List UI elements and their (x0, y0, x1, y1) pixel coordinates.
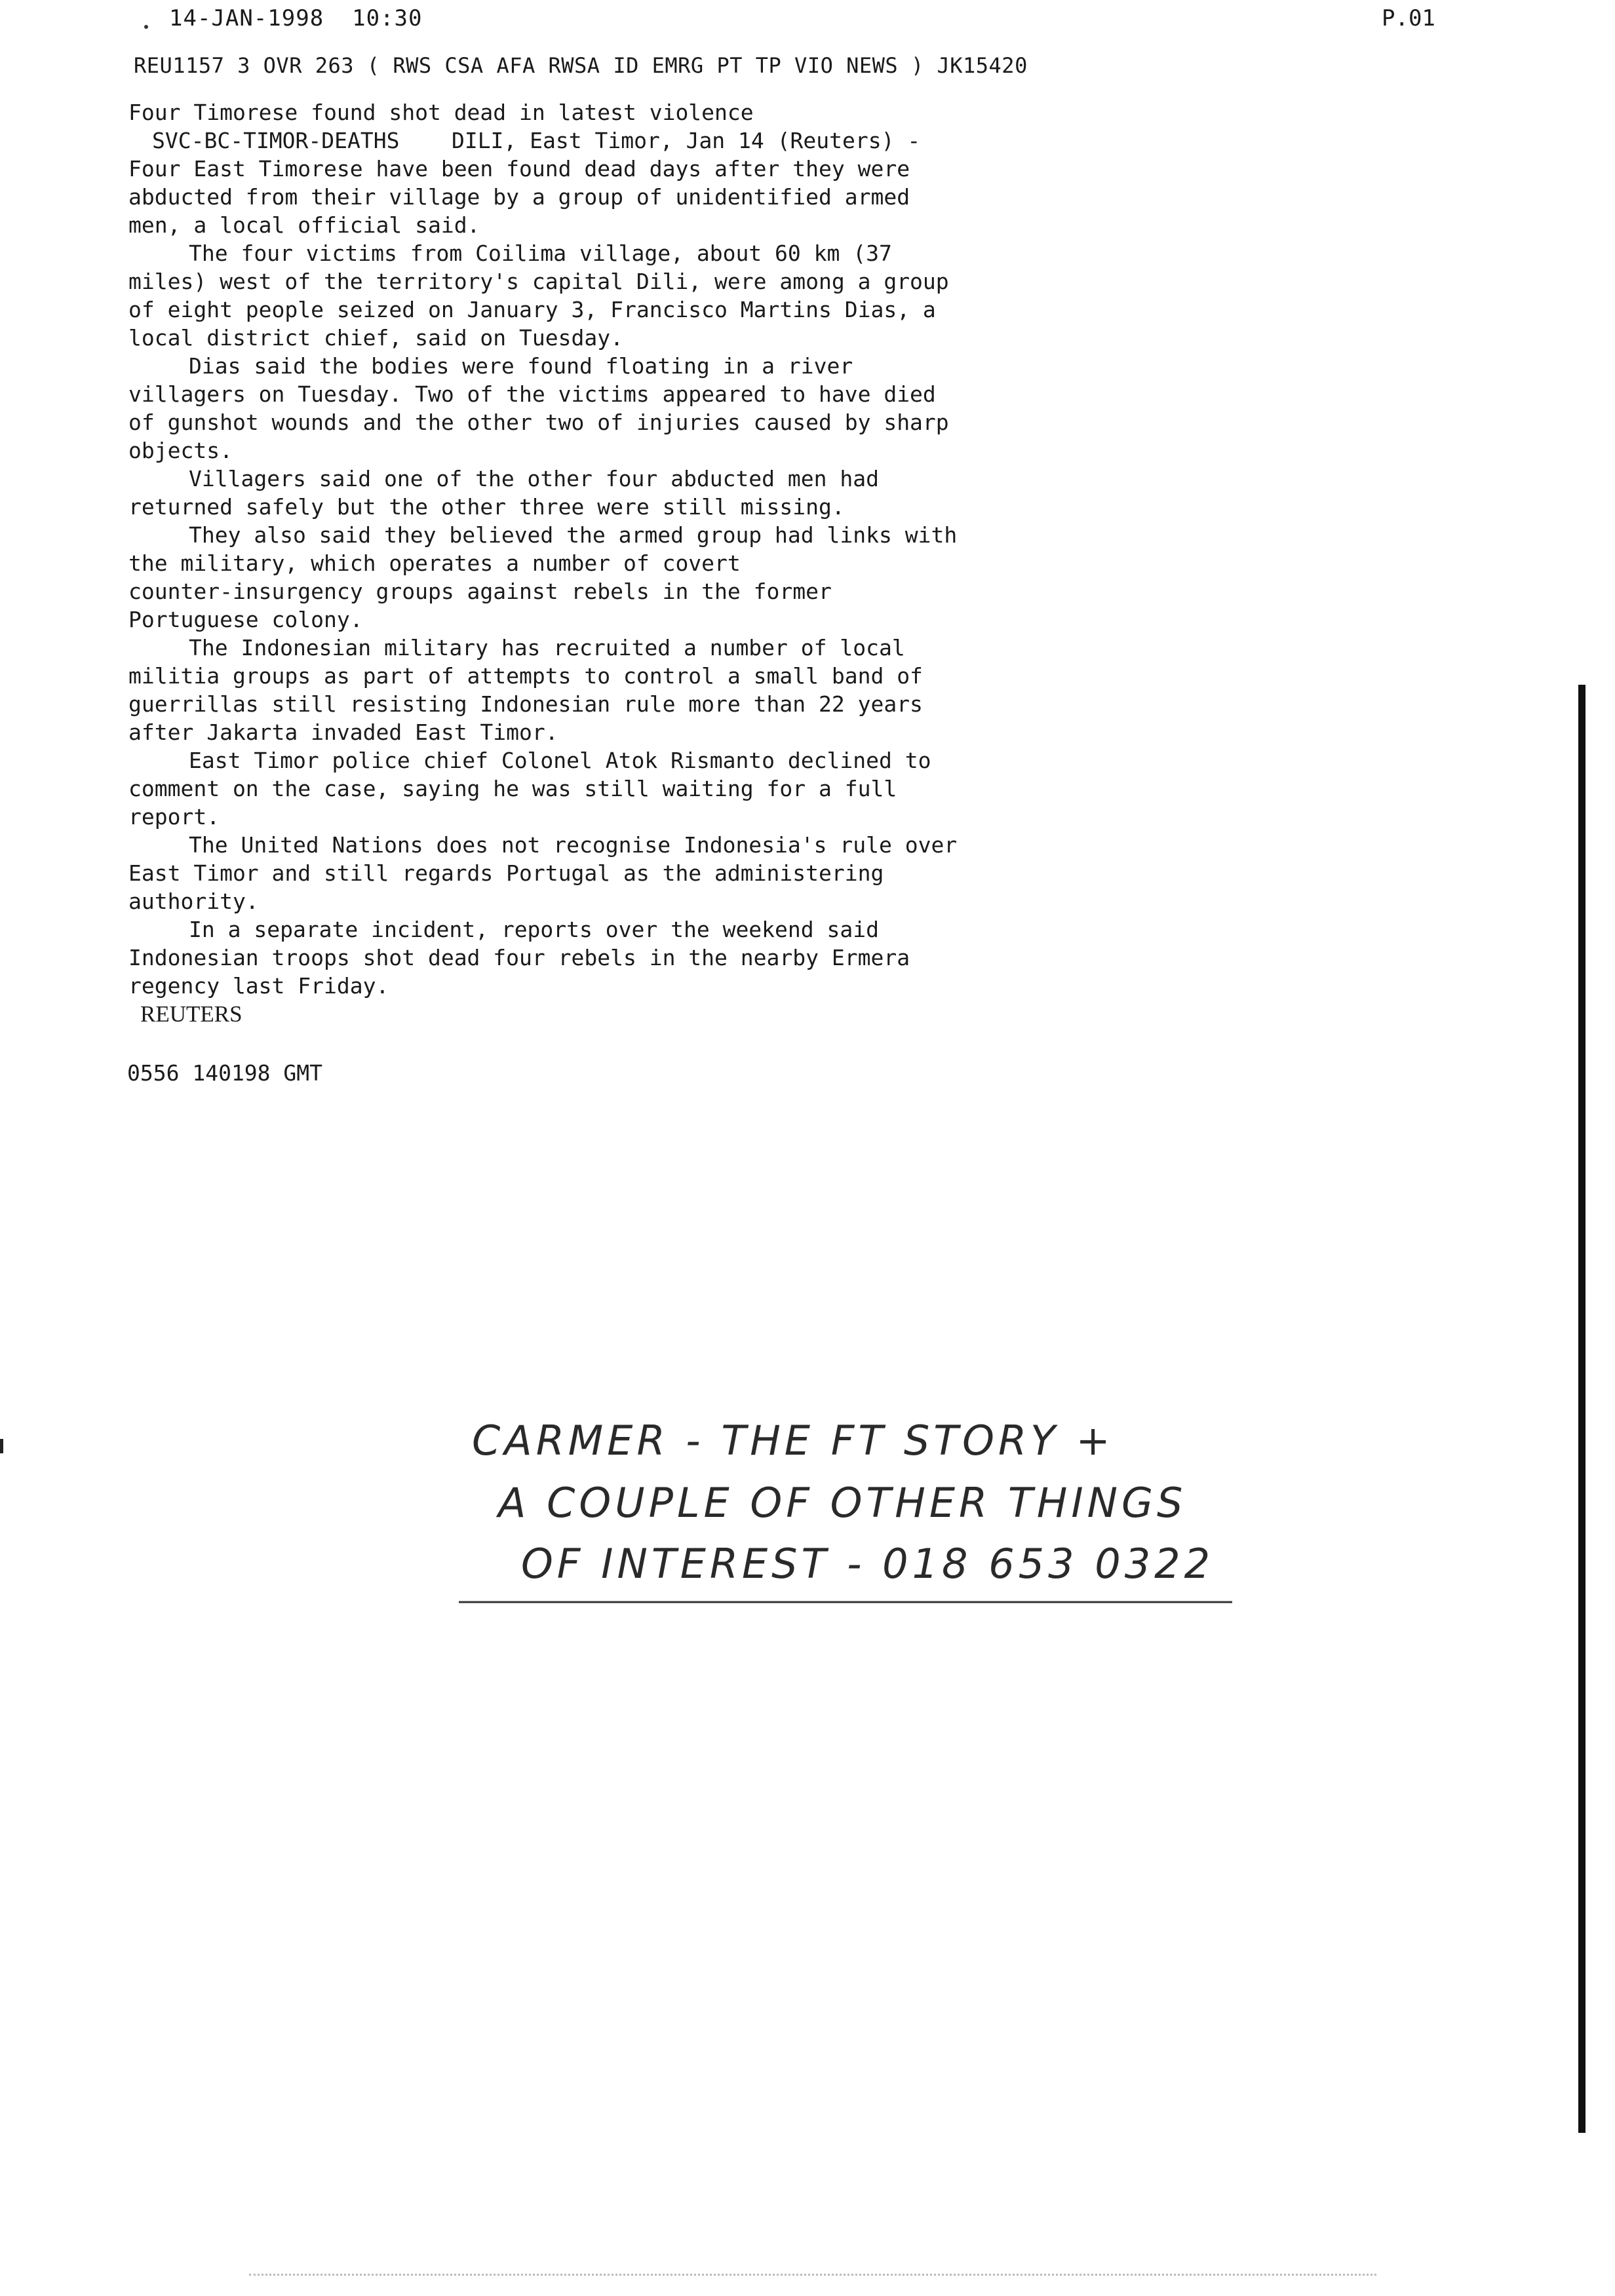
article-line: local district chief, said on Tuesday. (128, 325, 623, 351)
article-line: The United Nations does not recognise Indonesia's rule over (189, 832, 958, 858)
article-line: guerrillas still resisting Indonesian rule more than 22 years (128, 691, 923, 717)
article-line: abducted from their village by a group of unidentified armed (128, 184, 910, 210)
article-line: miles) west of the territory's capital Dili, were among a group (128, 269, 949, 294)
wire-routing-line: REU1157 3 OVR 263 ( RWS CSA AFA RWSA ID EMRG PT TP VIO NEWS ) JK15420 (134, 53, 1028, 78)
article-line: The Indonesian military has recruited a number of local (189, 635, 905, 660)
scan-noise (249, 2274, 1376, 2278)
article-line: the military, which operates a number of covert (128, 550, 741, 576)
article-line: In a separate incident, reports over the weekend said (189, 917, 879, 942)
article-slug-dateline: SVC-BC-TIMOR-DEATHS DILI, East Timor, Jan 14 (Reuters) - (152, 128, 921, 153)
article-line: of eight people seized on January 3, Francisco Martins Dias, a (128, 297, 936, 322)
article-line: East Timor police chief Colonel Atok Rismanto declined to (189, 748, 931, 773)
handwritten-note-svg (459, 1415, 1232, 1612)
article-line: report. (128, 804, 220, 830)
article-line: authority. (128, 889, 259, 914)
article-line: counter-insurgency groups against rebels in the former (128, 579, 832, 604)
handwritten-note (459, 1415, 1232, 1612)
article-line: regency last Friday. (128, 973, 389, 999)
article-line: East Timor and still regards Portugal as the administering (128, 860, 884, 886)
article-body (128, 155, 1164, 1000)
article-line: objects. (128, 438, 233, 463)
article-line: returned safely but the other three were still missing. (128, 494, 845, 520)
article-line: comment on the case, saying he was still waiting for a full (128, 776, 897, 801)
fax-page-number: P.01 (1382, 5, 1435, 31)
article-byline: REUTERS (140, 1001, 243, 1027)
scan-edge-mark (0, 1439, 3, 1453)
handwritten-line-2: A COUPLE OF OTHER THINGS (498, 1479, 1187, 1527)
article-line: men, a local official said. (128, 212, 480, 238)
scan-edge-bar (1578, 685, 1586, 2133)
article-line: Indonesian troops shot dead four rebels in the nearby Ermera (128, 945, 910, 970)
handwritten-line-1: CARMER - THE FT STORY + (472, 1417, 1114, 1464)
article-line: villagers on Tuesday. Two of the victims appeared to have died (128, 381, 936, 407)
scan-speck (144, 25, 148, 29)
article-line: Four East Timorese have been found dead days after they were (128, 156, 910, 182)
transmission-timestamp: 0556 140198 GMT (127, 1060, 323, 1086)
article-line: The four victims from Coilima village, about 60 km (37 (189, 240, 892, 266)
handwritten-line-3: OF INTEREST - 018 653 0322 (521, 1540, 1215, 1588)
article-line: They also said they believed the armed group had links with (189, 522, 958, 548)
article-line: militia groups as part of attempts to control a small band of (128, 663, 923, 689)
article-line: Portuguese colony. (128, 607, 363, 632)
article-headline: Four Timorese found shot dead in latest violence (128, 100, 754, 125)
article-line: of gunshot wounds and the other two of injuries caused by sharp (128, 410, 949, 435)
news-article (128, 98, 1164, 1028)
article-line: Dias said the bodies were found floating in a river (189, 353, 853, 379)
fax-header-datetime: 14-JAN-1998 10:30 (169, 5, 423, 31)
article-line: after Jakarta invaded East Timor. (128, 719, 558, 745)
article-line: Villagers said one of the other four abducted men had (189, 466, 879, 491)
